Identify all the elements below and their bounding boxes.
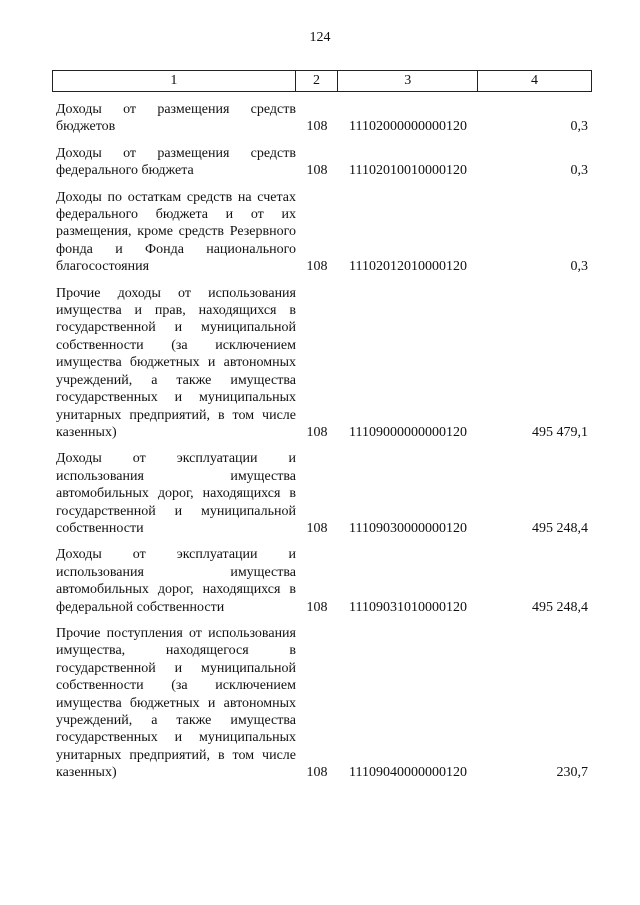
row-admin-code: 108 bbox=[306, 520, 328, 536]
row-amount: 0,3 bbox=[570, 119, 588, 135]
row-description: Доходы от размещения средств бюджетов bbox=[56, 102, 296, 135]
row-admin-code: 108 bbox=[306, 119, 328, 135]
row-budget-code: 11102012010000120 bbox=[349, 259, 467, 275]
row-admin-code: 108 bbox=[306, 424, 328, 440]
table-header bbox=[52, 70, 592, 92]
table-row bbox=[52, 285, 592, 442]
header-col-4: 4 bbox=[477, 71, 591, 91]
revenue-table bbox=[52, 70, 592, 782]
row-budget-code: 11109000000000120 bbox=[349, 424, 467, 440]
page-number: 124 bbox=[309, 30, 331, 45]
row-budget-code: 11109031010000120 bbox=[349, 599, 467, 615]
row-budget-code: 11109040000000120 bbox=[349, 765, 467, 781]
table-row bbox=[52, 145, 592, 180]
table-row bbox=[52, 189, 592, 276]
row-amount: 495 248,4 bbox=[532, 599, 588, 615]
row-description: Доходы по остаткам средств на счетах федерального бюджета и от их размещения, кроме средств Резервного фонда и Фонда национального благосостояния bbox=[56, 189, 296, 275]
row-amount: 0,3 bbox=[570, 259, 588, 275]
row-admin-code: 108 bbox=[306, 163, 328, 179]
row-amount: 0,3 bbox=[570, 163, 588, 179]
row-admin-code: 108 bbox=[306, 765, 328, 781]
row-description: Прочие доходы от использования имущества и прав, находящихся в государственной и муниципальной собственности (за исключением имущества бюджетных и автономных учреждений, а также имущества государственных и муниципальных унитарных предприятий, в том числе казенных) bbox=[56, 285, 296, 440]
row-description: Доходы от эксплуатации и использования имущества автомобильных дорог, находящихся в федеральной собственности bbox=[56, 547, 296, 615]
header-col-2: 2 bbox=[295, 71, 338, 91]
row-amount: 230,7 bbox=[556, 765, 588, 781]
row-admin-code: 108 bbox=[306, 599, 328, 615]
table-row bbox=[52, 101, 592, 136]
table-row bbox=[52, 450, 592, 537]
header-col-1: 1 bbox=[170, 73, 178, 88]
row-budget-code: 11102010010000120 bbox=[349, 163, 467, 179]
table-row bbox=[52, 625, 592, 782]
row-admin-code: 108 bbox=[306, 259, 328, 275]
table-row bbox=[52, 546, 592, 616]
header-col-3: 3 bbox=[337, 71, 477, 91]
row-description: Доходы от эксплуатации и использования имущества автомобильных дорог, находящихся в государственной и муниципальной собственности bbox=[56, 451, 296, 536]
row-amount: 495 248,4 bbox=[532, 520, 588, 536]
row-budget-code: 11109030000000120 bbox=[349, 520, 467, 536]
row-description: Доходы от размещения средств федерального бюджета bbox=[56, 145, 296, 179]
row-description: Прочие поступления от использования имущества, находящегося в государственной и муниципальной собственности (за исключением имущества бюджетных и автономных учреждений, а также имущества государственных и муниципальных унитарных предприятий, в том числе казенных) bbox=[56, 625, 296, 781]
row-amount: 495 479,1 bbox=[532, 424, 588, 440]
row-budget-code: 11102000000000120 bbox=[349, 119, 467, 135]
